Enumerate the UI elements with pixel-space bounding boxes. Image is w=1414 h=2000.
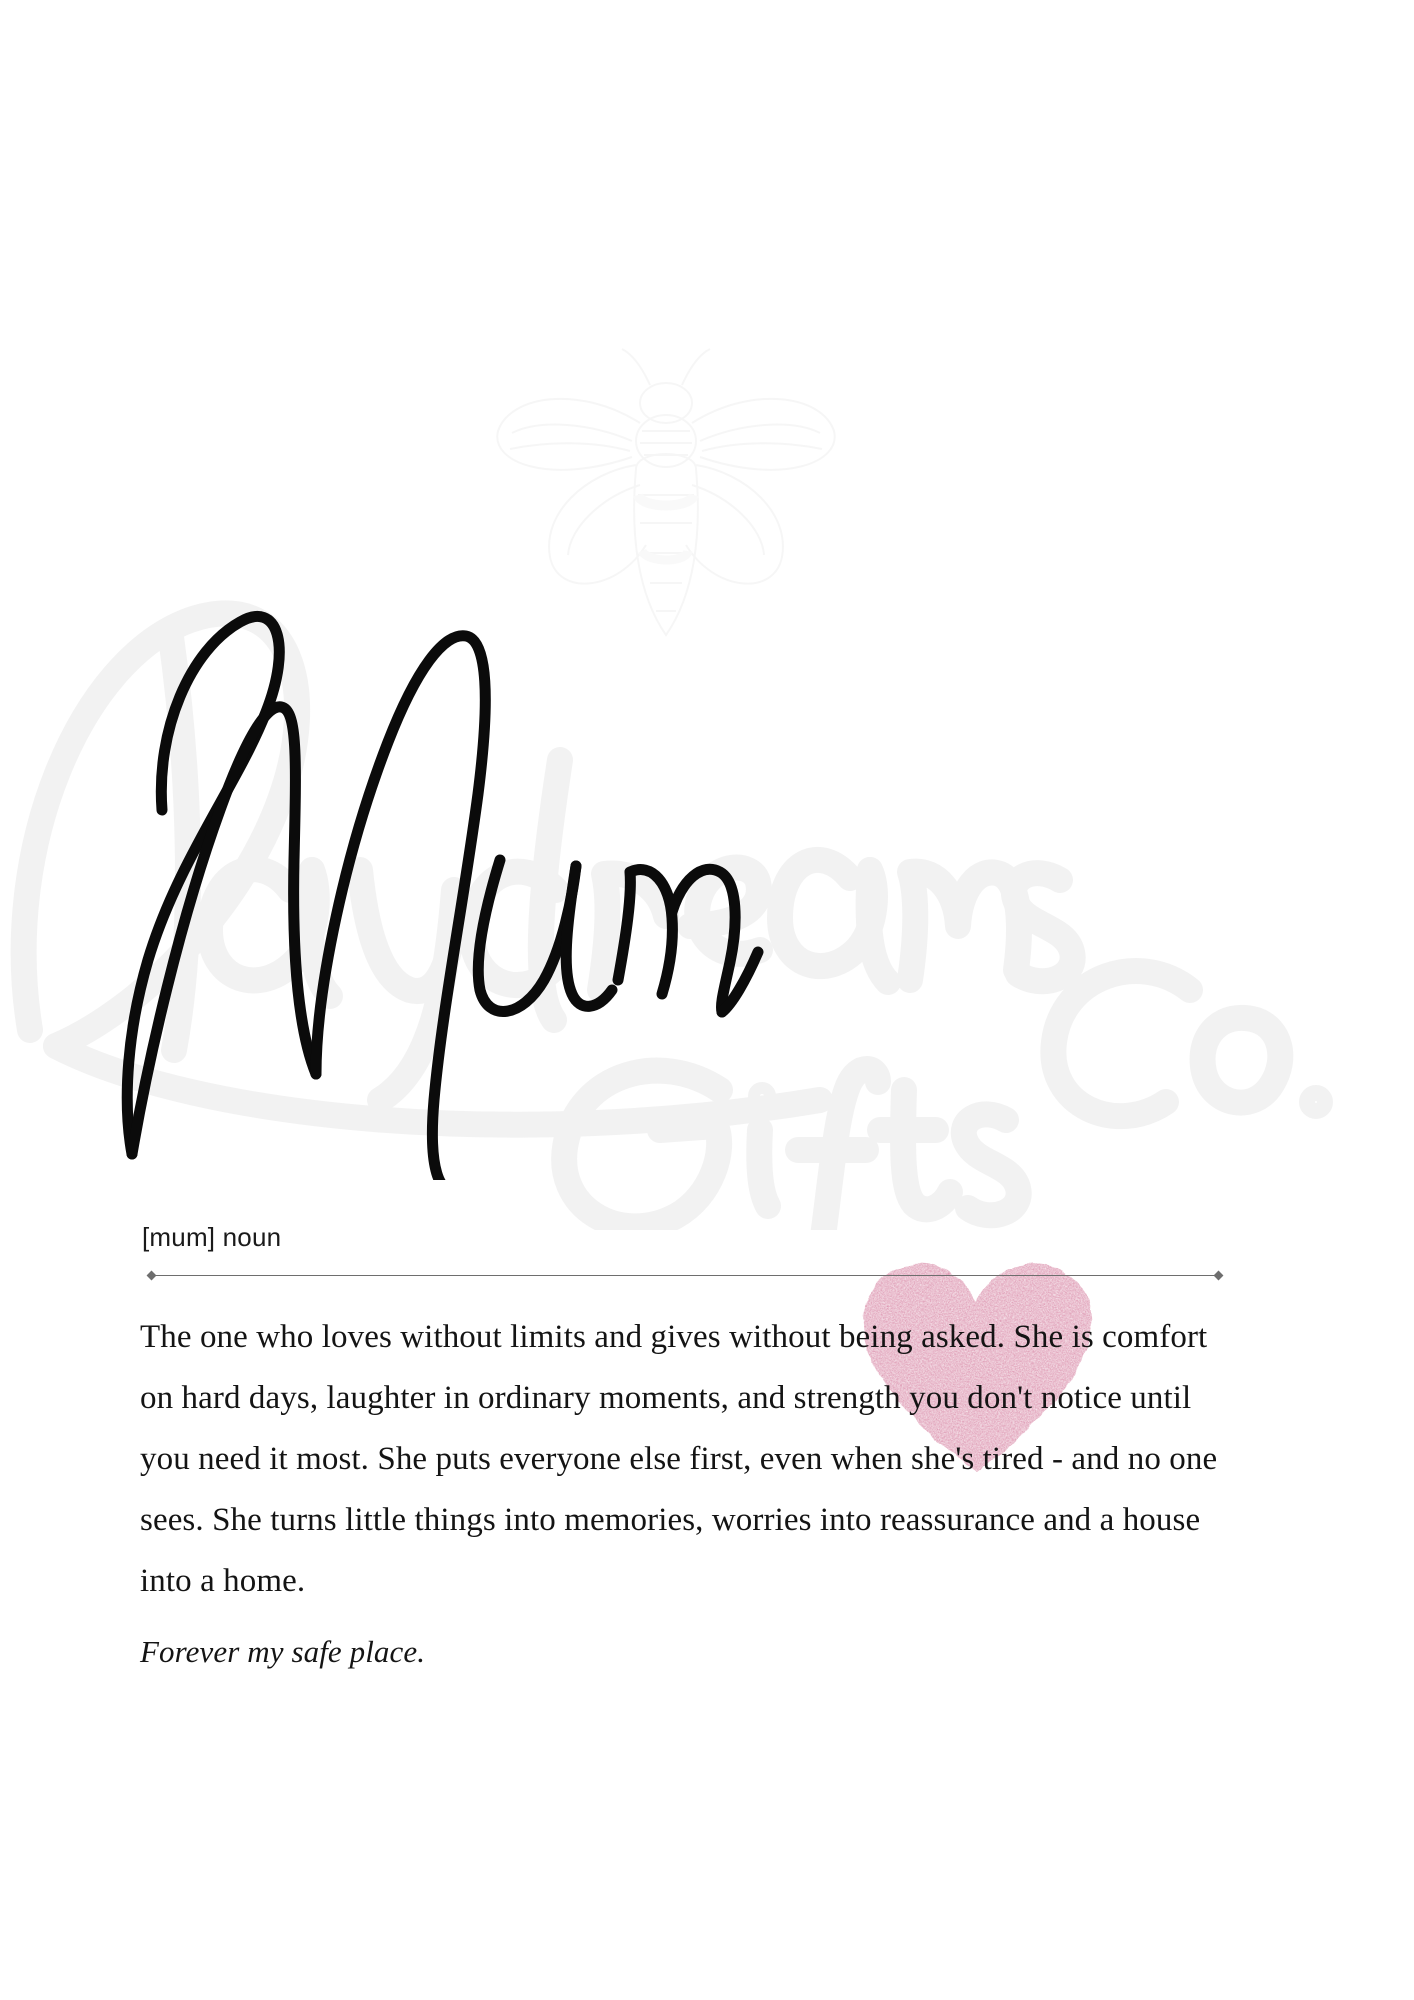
divider-rule bbox=[140, 1271, 1230, 1281]
definition-block bbox=[140, 1222, 1230, 1670]
page-title bbox=[70, 560, 870, 1180]
headline-wrap bbox=[0, 560, 1414, 1200]
divider-line bbox=[152, 1275, 1218, 1276]
definition-body: The one who loves without limits and gives without being asked. She is comfort on hard days, laughter in ordinary moments, and strength you don't notice until you need it most. She puts everyone else first, even when she's tired - and no one sees. She turns little things into memories, worries into reassurance and a house into a home. bbox=[140, 1319, 1218, 1600]
pronunciation-text: [mum] noun bbox=[142, 1222, 282, 1252]
divider-dot-right bbox=[1214, 1271, 1224, 1281]
closing-line: Forever my safe place. bbox=[140, 1634, 426, 1670]
